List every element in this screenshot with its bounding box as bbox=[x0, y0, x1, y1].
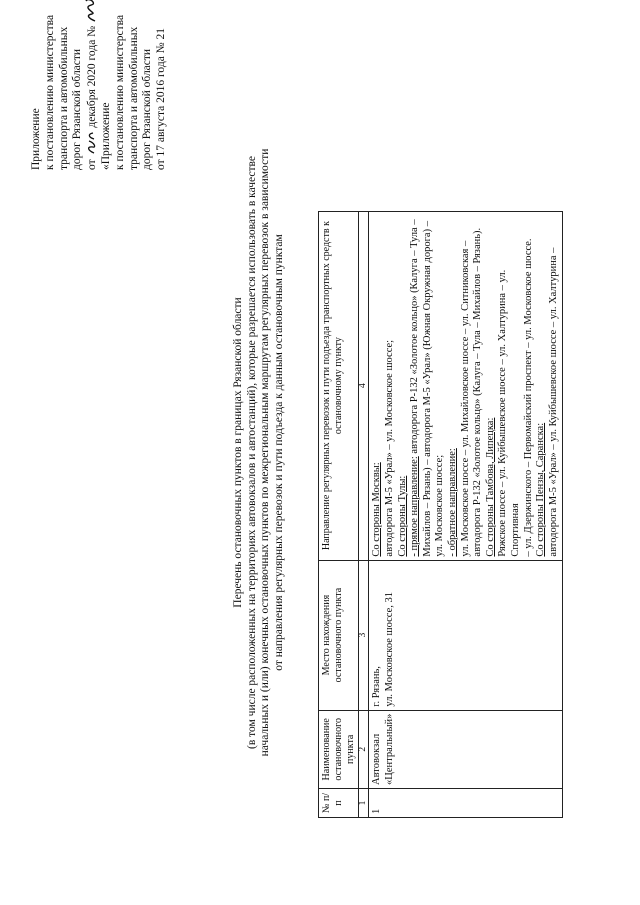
direction-line bbox=[397, 215, 410, 557]
row-directions bbox=[369, 211, 563, 560]
direction-line bbox=[447, 215, 460, 557]
table-header-row bbox=[319, 211, 359, 817]
appendix-line: дорог Рязанской области bbox=[141, 48, 154, 170]
direction-text: Михайлов – Рязань) – автодорога М-5 «Урал» (Южная Окружная дорога) – bbox=[421, 221, 433, 557]
row-location-line: г. Рязань, bbox=[371, 666, 383, 707]
direction-heading: Со стороны Тамбова, Липецка: bbox=[484, 417, 496, 557]
direction-line bbox=[523, 215, 536, 557]
document-title bbox=[232, 40, 286, 865]
title-line: начальных и (или) конечных остановочных пунктов по межрегиональным маршрутам регулярных перевозок в зависимости bbox=[259, 148, 272, 757]
handwritten-number-signature bbox=[85, 0, 97, 23]
direction-text: ул. Московское шоссе; bbox=[434, 454, 446, 557]
appendix-line: транспорта и автомобильных bbox=[127, 26, 140, 170]
header-direction: Направление регулярных перевозок и пути подъезда транспортных средств к остановочному пункту bbox=[319, 211, 359, 560]
direction-line bbox=[409, 215, 422, 557]
appendix-line: от 17 августа 2016 года № 21 bbox=[155, 27, 168, 170]
direction-line bbox=[535, 215, 548, 557]
index-cell: 1 bbox=[359, 789, 369, 818]
appendix-line: Приложение bbox=[30, 108, 42, 170]
direction-text: автодорога М-5 «Урал» – ул. Куйбышевское шоссе – ул. Халтурина – bbox=[547, 247, 559, 557]
direction-line bbox=[371, 215, 384, 557]
row-name bbox=[369, 710, 563, 788]
appendix-line: к постановлению министерства bbox=[113, 14, 126, 170]
appendix-block bbox=[30, 0, 169, 170]
index-cell: 4 bbox=[359, 211, 369, 560]
direction-line bbox=[485, 215, 498, 557]
direction-text: – ул. Дзержинского – Первомайский проспект – ул. Московское шоссе. bbox=[522, 238, 534, 557]
direction-line bbox=[422, 215, 435, 557]
direction-line bbox=[434, 215, 447, 557]
appendix-line: дорог Рязанской области bbox=[71, 48, 84, 170]
appendix-line: «Приложение bbox=[99, 102, 112, 170]
row-name-line: «Центральный» bbox=[383, 713, 395, 785]
direction-text: автодорога Р-132 «Золотое кольцо» (Калуга – Тула – bbox=[409, 219, 421, 457]
appendix-line: транспорта и автомобильных bbox=[57, 26, 70, 170]
direction-heading: Со стороны Тулы: bbox=[396, 475, 408, 557]
direction-line bbox=[460, 215, 473, 557]
direction-line bbox=[497, 215, 522, 557]
row-location-line: ул. Московское шоссе, 31 bbox=[383, 592, 395, 707]
appendix-line: к постановлению министерства bbox=[43, 14, 56, 170]
direction-line bbox=[472, 215, 485, 557]
direction-heading: - обратное направление: bbox=[446, 448, 458, 557]
index-cell: 3 bbox=[359, 560, 369, 710]
header-location: Место нахождения остановочного пункта bbox=[319, 560, 359, 710]
title-line: Перечень остановочных пунктов в границах Рязанской области bbox=[232, 297, 244, 608]
direction-line bbox=[548, 215, 561, 557]
table-row bbox=[369, 211, 563, 817]
direction-text: автодорога М-5 «Урал» – ул. Московское шоссе; bbox=[383, 339, 395, 557]
direction-text: автодорога Р-132 «Золотое кольцо» (Калуга – Тула – Михайлов – Рязань). bbox=[472, 227, 484, 557]
row-location bbox=[369, 560, 563, 710]
row-name-line: Автовокзал bbox=[371, 733, 383, 785]
header-name: Наименование остановочного пункта bbox=[319, 710, 359, 788]
direction-text: Ряжское шоссе – ул. Куйбышевское шоссе – ул. Халтурина – ул. Спортивная bbox=[497, 269, 521, 557]
index-cell: 2 bbox=[359, 710, 369, 788]
title-line: от направления регулярных перевозок и пути подъезда к данным остановочным пунктам bbox=[272, 234, 285, 671]
decree-line bbox=[85, 0, 100, 170]
direction-heading: - прямое направление: bbox=[409, 456, 421, 557]
decree-middle: декабря 2020 года № bbox=[86, 25, 99, 128]
header-num: № п/п bbox=[319, 789, 359, 818]
title-line: (в том числе расположенных на территориях автовокзалов и автостанций), которые разрешается использовать в качестве bbox=[245, 156, 258, 750]
direction-heading: Со стороны Москвы: bbox=[371, 462, 383, 557]
stops-table bbox=[318, 211, 563, 818]
row-num: 1 bbox=[369, 789, 563, 818]
handwritten-day-signature bbox=[85, 131, 97, 157]
direction-text: ул. Московское шоссе – ул. Михайловское шоссе – ул. Ситниковская – bbox=[459, 240, 471, 557]
direction-line bbox=[384, 215, 397, 557]
direction-heading: Со стороны Пензы, Саранска: bbox=[535, 422, 547, 557]
table-index-row bbox=[359, 211, 369, 817]
decree-prefix: от bbox=[86, 159, 99, 170]
